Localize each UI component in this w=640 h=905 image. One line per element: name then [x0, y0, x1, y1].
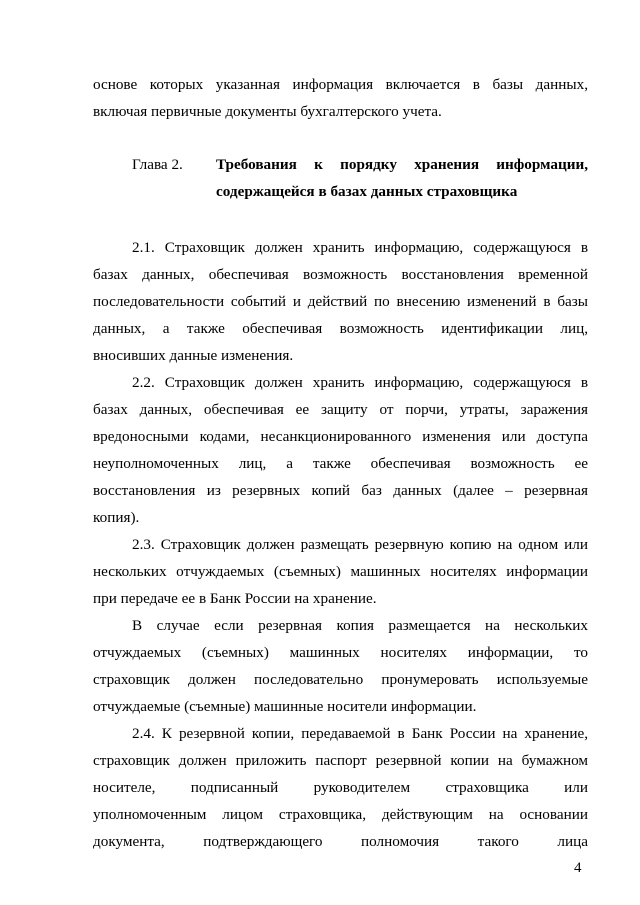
paragraph-2-4-line-5: документа, подтверждающего полномочия такого лица	[93, 833, 588, 850]
paragraph-2-2-line-1: 2.2. Страховщик должен хранить информацию, содержащуюся в	[132, 374, 588, 391]
paragraph-2-3b-line-4: отчуждаемые (съемные) машинные носители информации.	[93, 698, 477, 715]
paragraph-2-4-line-1: 2.4. К резервной копии, передаваемой в Банк России на хранение,	[132, 725, 588, 742]
paragraph-2-3-line-1: 2.3. Страховщик должен размещать резервную копию на одном или	[132, 536, 588, 553]
paragraph-2-3-line-3: при передаче ее в Банк России на хранение.	[93, 590, 377, 607]
paragraph-2-2-line-2: базах данных, обеспечивая ее защиту от порчи, утраты, заражения	[93, 401, 588, 418]
intro-line-1: основе которых указанная информация включается в базы данных,	[93, 76, 588, 93]
paragraph-2-2-line-6: копия).	[93, 509, 140, 526]
paragraph-2-1-line-4: данных, а также обеспечивая возможность идентификации лиц,	[93, 320, 588, 337]
paragraph-2-1-line-2: базах данных, обеспечивая возможность восстановления временной	[93, 266, 588, 283]
paragraph-2-4-line-4: уполномоченным лицом страховщика, действующим на основании	[93, 806, 588, 823]
paragraph-2-2-line-5: восстановления из резервных копий баз данных (далее – резервная	[93, 482, 588, 499]
paragraph-2-3b-line-1: В случае если резервная копия размещается на нескольких	[132, 617, 588, 634]
paragraph-2-1-line-3: последовательности событий и действий по внесению изменений в базы	[93, 293, 588, 310]
chapter-title-line-2: содержащейся в базах данных страховщика	[216, 183, 518, 200]
chapter-title-line-1: Требования к порядку хранения информации,	[216, 156, 588, 173]
page-number: 4	[574, 860, 582, 876]
intro-line-2: включая первичные документы бухгалтерского учета.	[93, 103, 442, 120]
paragraph-2-3b-line-3: страховщик должен последовательно пронумеровать используемые	[93, 671, 588, 688]
paragraph-2-3-line-2: нескольких отчуждаемых (съемных) машинных носителях информации	[93, 563, 588, 580]
paragraph-2-3b-line-2: отчуждаемых (съемных) машинных носителях информации, то	[93, 644, 588, 661]
paragraph-2-2-line-3: вредоносными кодами, несанкционированного изменения или доступа	[93, 428, 588, 445]
paragraph-2-2-line-4: неуполномоченных лиц, а также обеспечивая возможность ее	[93, 455, 588, 472]
paragraph-2-4-line-3: носителе, подписанный руководителем страховщика или	[93, 779, 588, 796]
paragraph-2-1-line-1: 2.1. Страховщик должен хранить информацию, содержащуюся в	[132, 239, 588, 256]
paragraph-2-1-line-5: вносивших данные изменения.	[93, 347, 294, 364]
paragraph-2-4-line-2: страховщик должен приложить паспорт резервной копии на бумажном	[93, 752, 588, 769]
chapter-label: Глава 2.	[132, 156, 183, 173]
